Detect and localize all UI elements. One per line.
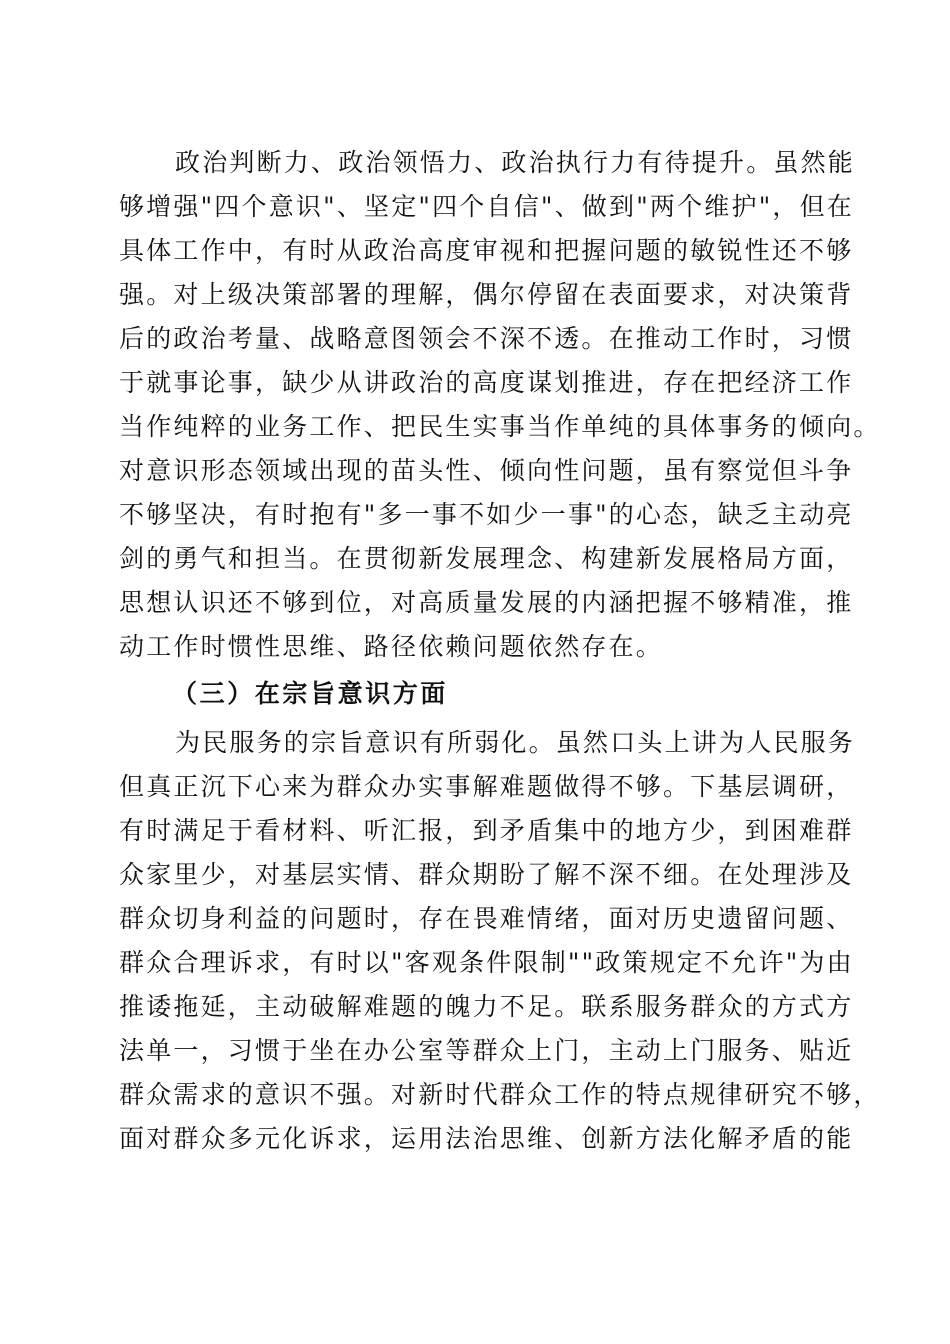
- paragraph-1-line-6: 于就事论事，缺少从讲政治的高度谋划推进，存在把经济工作: [119, 368, 854, 397]
- section-3-line-8: 法单一，习惯于坐在办公室等群众上门，主动上门服务、贴近: [119, 1036, 854, 1065]
- paragraph-1-line-1: 政治判断力、政治领悟力、政治执行力有待提升。虽然能: [175, 148, 856, 177]
- paragraph-1-line-10: 剑的勇气和担当。在贯彻新发展理念、构建新发展格局方面，: [119, 544, 854, 573]
- section-3-line-10: 面对群众多元化诉求，运用法治思维、创新方法化解矛盾的能: [119, 1124, 854, 1153]
- paragraph-1-line-4: 强。对上级决策部署的理解，偶尔停留在表面要求，对决策背: [119, 280, 854, 309]
- paragraph-1-line-12: 动工作时惯性思维、路径依赖问题依然存在。: [119, 632, 664, 661]
- paragraph-1-line-3: 具体工作中，有时从政治高度审视和把握问题的敏锐性还不够: [119, 236, 854, 265]
- paragraph-1-line-5: 后的政治考量、战略意图领会不深不透。在推动工作时，习惯: [119, 324, 854, 353]
- section-3-line-9: 群众需求的意识不强。对新时代群众工作的特点规律研究不够，: [119, 1080, 881, 1109]
- section-3-line-3: 有时满足于看材料、听汇报，到矛盾集中的地方少，到困难群: [119, 816, 854, 845]
- section-3-line-2: 但真正沉下心来为群众办实事解难题做得不够。下基层调研，: [119, 772, 854, 801]
- paragraph-1-line-7: 当作纯粹的业务工作、把民生实事当作单纯的具体事务的倾向。: [119, 412, 881, 441]
- section-3-line-1: 为民服务的宗旨意识有所弱化。虽然口头上讲为人民服务: [175, 728, 856, 757]
- paragraph-1-line-2: 够增强"四个意识"、坚定"四个自信"、做到"两个维护"，但在: [119, 192, 854, 221]
- section-3-line-7: 推诿拖延，主动破解难题的魄力不足。联系服务群众的方式方: [119, 992, 854, 1021]
- section-3-line-5: 群众切身利益的问题时，存在畏难情绪，面对历史遗留问题、: [119, 904, 854, 933]
- paragraph-1-line-9: 不够坚决，有时抱有"多一事不如少一事"的心态，缺乏主动亮: [119, 500, 854, 529]
- paragraph-1-line-8: 对意识形态领域出现的苗头性、倾向性问题，虽有察觉但斗争: [119, 456, 854, 485]
- paragraph-1-line-11: 思想认识还不够到位，对高质量发展的内涵把握不够精准，推: [119, 588, 854, 617]
- section-3-line-4: 众家里少，对基层实情、群众期盼了解不深不细。在处理涉及: [119, 860, 854, 889]
- section-heading: （三）在宗旨意识方面: [172, 679, 449, 708]
- section-3-line-6: 群众合理诉求，有时以"客观条件限制""政策规定不允许"为由: [119, 948, 854, 977]
